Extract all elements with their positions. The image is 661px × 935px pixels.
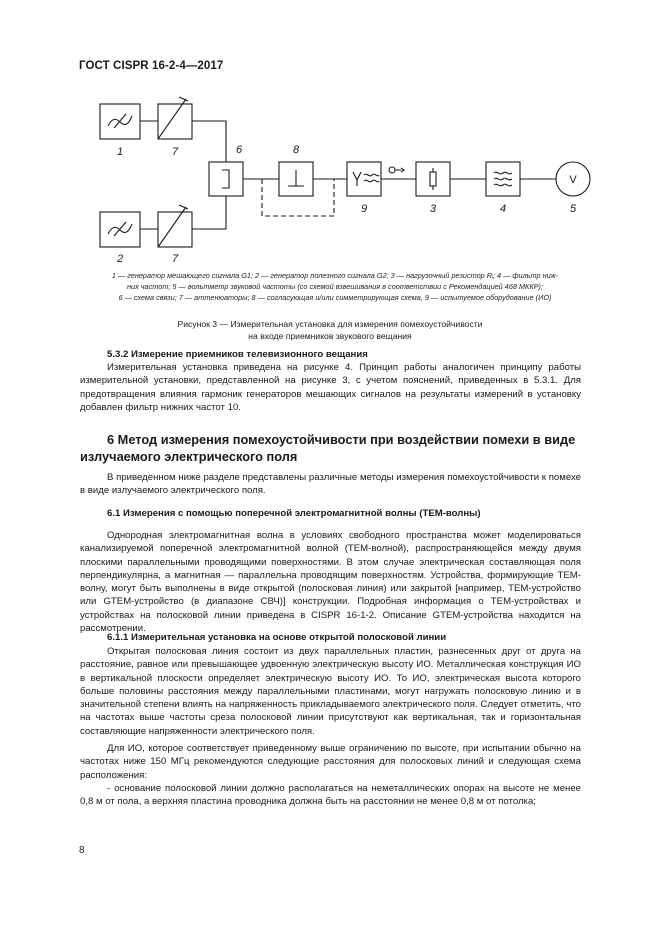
- load-resistor-box: [416, 162, 450, 196]
- section-61-title: 6.1 Измерения с помощью поперечной электромагнитной волны (ТЕМ-волны): [107, 508, 481, 519]
- wire-att2-coupler: [192, 196, 226, 229]
- label-attenuator-2: 7: [171, 253, 179, 265]
- label-voltmeter: 5: [569, 203, 577, 215]
- attenuator-1-icon: [158, 97, 188, 139]
- section-6-title: 6 Метод измерения помехоустойчивости при воздействии помехи в виде излучаемого электрического поля: [80, 432, 576, 464]
- coupling-network-box: [209, 162, 243, 196]
- figure-caption: [80, 318, 580, 342]
- label-attenuator-1: 7: [171, 146, 179, 158]
- attenuator-2-icon: [158, 205, 188, 247]
- page-number: 8: [79, 845, 85, 856]
- legend-line-1: 1 — генератор мешающего сигнала G1; 2 — генератор полезного сигнала G2; 3 — нагрузочный резистор Rᵢ; 4 — фильтр ниж-: [111, 271, 559, 280]
- section-611-text-3: - основание полосковой линии должно располагаться на неметаллических опорах на высоте не менее 0,8 м от пола, а верхняя пластина проводника должна быть на расстоянии не менее 0,8 м от потолка;: [80, 783, 581, 808]
- label-matching-network: 8: [292, 144, 300, 156]
- section-532-title: 5.3.2 Измерение приемников телевизионного вещания: [107, 349, 368, 360]
- label-generator-2: 2: [116, 253, 124, 265]
- matching-network-icon: [288, 170, 304, 186]
- section-61-text: Однородная электромагнитная волна в условиях свободного пространства может моделироваться канализируемой поперечной электромагнитной волной (ТЕМ-волной), распространяющейся между двумя плоскими параллельными проводящими поверхностями. В этом случае электрическая составляющая поля перпендикулярна, а магнитная — параллельна проводящим поверхностям. Устройства, формирующие ТЕМ-волну, могут быть выполнены в виде открытой (полосковая линия) или закрытой [например, ТЕМ-устройство или GTEM-устройство (в диапазоне СВЧ)] конструкции. Подробная информация о ТЕМ-устройствах и устройствах на полосковой линии приведена в CISPR 16-1-2. Описание GTEM-устройства находится на рассмотрении.: [80, 530, 581, 635]
- caption-line-1: Рисунок 3 — Измерительная установка для измерения помехоустойчивости: [177, 319, 483, 329]
- eut-antenna-icon: [353, 172, 361, 186]
- wire-att1-coupler: [192, 121, 226, 162]
- section-532-text: Измерительная установка приведена на рисунке 4. Принцип работы аналогичен принципу работы измерительной установки, представленной на рисунке 3, с учетом пояснений, приведенных в 5.3.1. Для предотвращения влияния гармоник генераторов мешающих сигналов на результаты измерений в установку добавлен фильтр нижних частот 10.: [80, 362, 581, 413]
- section-611-text-2: Для ИО, которое соответствует приведенному выше ограничению по высоте, при испытании обычно на частотах ниже 150 МГц рекомендуются следующие расстояния для полосковых линий и следующая схема расположения:: [80, 743, 581, 781]
- document-header: ГОСТ CISPR 16-2-4—2017: [79, 60, 224, 72]
- section-611-title: 6.1.1 Измерительная установка на основе открытой полосковой линии: [107, 632, 447, 643]
- legend-line-2: них частот; 5 — вольтметр звуковой частоты (со схемой взвешивания в соответствии с Рекомендацией 468 МККР);: [127, 282, 543, 291]
- bypass-dashed: [262, 179, 334, 216]
- label-coupling-network: 6: [235, 144, 243, 156]
- legend-line-3: 6 — схема связи; 7 — аттенюаторы; 8 — согласующая и/или симметрирующая схема, 9 — испытуемое оборудование (ИО): [118, 293, 552, 302]
- section-6-text: В приведенном ниже разделе представлены различные методы измерения помехоустойчивости к помехе в виде излучаемого электрического поля.: [80, 472, 581, 497]
- section-611-text-1: Открытая полосковая линия состоит из двух параллельных пластин, разнесенных друг от друга на расстояние, равное или превышающее удвоенную электрическую высоту ИО. Металлическая конструкция ИО в вертикальной плоскости определяет электрическую высоту ИО. То ИО, электрическая высота которого больше половины расстояния между параллельными пластинами, могут нагружать полосковую линию и в значительной степени влиять на напряженность прикладываемого электрического поля. Следует отметить, что на частотах выше частоты среза полосковой линии присутствуют как вертикальная, так и горизонтальная составляющие напряженности электрического поля.: [80, 646, 581, 737]
- output-plug-icon: [389, 167, 395, 173]
- label-generator-1: 1: [116, 146, 124, 158]
- voltmeter-symbol: V: [569, 174, 577, 186]
- label-lowpass-filter: 4: [499, 203, 507, 215]
- label-eut: 9: [360, 203, 368, 215]
- generator-g1-icon: [108, 114, 132, 128]
- caption-line-2: на входе приемников звукового вещания: [248, 331, 412, 341]
- block-diagram: [0, 0, 661, 280]
- coupling-network-icon: [222, 170, 229, 188]
- lowpass-filter-icon: [494, 172, 512, 186]
- eut-box: [347, 162, 381, 196]
- attenuator-1-box: [158, 104, 192, 139]
- attenuator-2-box: [158, 212, 192, 247]
- eut-wave-icon: [364, 174, 379, 182]
- load-resistor-icon: [430, 172, 436, 186]
- label-load-resistor: 3: [429, 203, 437, 215]
- figure-legend: [90, 270, 580, 303]
- generator-g2-icon: [108, 222, 132, 236]
